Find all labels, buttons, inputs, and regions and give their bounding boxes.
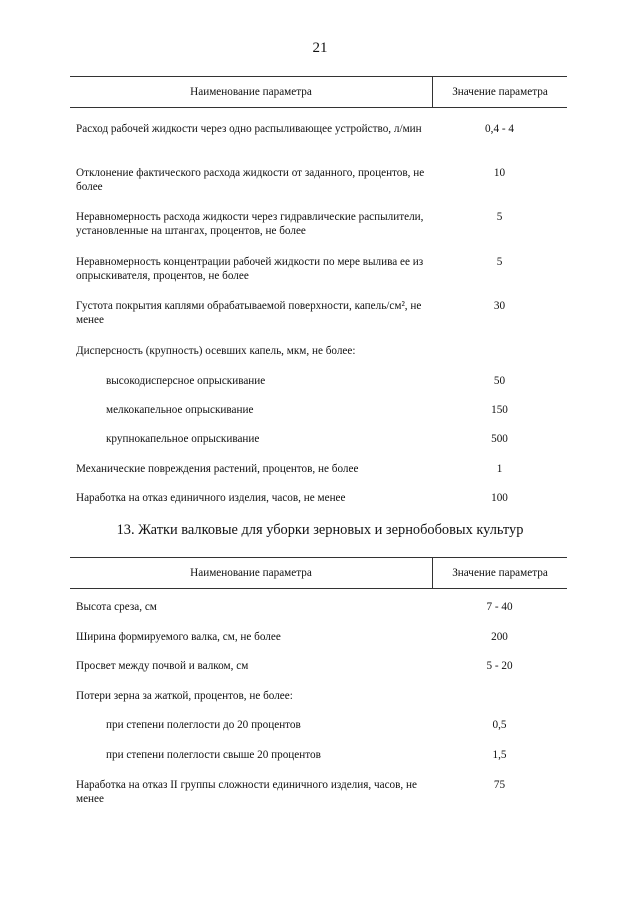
param-name: Отклонение фактического расхода жидкости от заданного, процентов, не более: [76, 167, 425, 193]
page-number: 21: [312, 40, 328, 56]
param-value: 150: [491, 404, 508, 416]
param-name: Ширина формируемого валка, см, не более: [76, 631, 281, 643]
param-name: Неравномерность концентрации рабочей жидкости по мере вылива ее из опрыскивателя, процентов, не более: [76, 256, 424, 282]
param-value: 0,4 - 4: [485, 123, 514, 135]
param-name: Высота среза, см: [76, 601, 157, 613]
param-value: 100: [491, 492, 508, 504]
param-name: при степени полеглости до 20 процентов: [106, 719, 301, 731]
header-value: Значение параметра: [452, 567, 548, 579]
param-name: Просвет между почвой и валком, см: [76, 660, 249, 672]
param-value: 500: [491, 433, 508, 445]
parameters-table-2: [70, 557, 567, 805]
param-name: крупнокапельное опрыскивание: [106, 433, 260, 445]
param-name: Потери зерна за жаткой, процентов, не более:: [76, 690, 293, 702]
param-value: 1: [496, 463, 503, 475]
param-name: Механические повреждения растений, процентов, не более: [76, 463, 359, 475]
header-value: Значение параметра: [452, 86, 548, 98]
param-value: 5: [496, 256, 503, 268]
param-value: 200: [491, 631, 508, 643]
param-value: 30: [493, 300, 506, 312]
param-name: при степени полеглости свыше 20 процентов: [106, 749, 321, 761]
header-name: Наименование параметра: [70, 558, 433, 588]
param-value: 75: [493, 779, 506, 791]
param-name: Наработка на отказ II группы сложности единичного изделия, часов, не менее: [76, 779, 417, 805]
param-value: 0,5: [492, 719, 507, 731]
param-name: Дисперсность (крупность) осевших капель, мкм, не более:: [76, 345, 356, 357]
header-name: Наименование параметра: [70, 77, 433, 107]
param-name: мелкокапельное опрыскивание: [106, 404, 254, 416]
table-header: [70, 557, 567, 589]
param-value: 7 - 40: [486, 601, 513, 613]
parameters-table-1: [70, 76, 567, 504]
param-name: Густота покрытия каплями обрабатываемой поверхности, капель/см², не менее: [76, 300, 422, 326]
param-value: 1,5: [492, 749, 507, 761]
section-title: 13. Жатки валковые для уборки зерновых и зернобобовых культур: [116, 522, 524, 538]
param-value: 50: [493, 375, 506, 387]
param-name: Наработка на отказ единичного изделия, часов, не менее: [76, 492, 346, 504]
param-name: Расход рабочей жидкости через одно распыливающее устройство, л/мин: [76, 123, 422, 135]
param-value: 5: [496, 211, 503, 223]
param-value: 10: [493, 167, 506, 179]
param-value: 5 - 20: [486, 660, 513, 672]
param-name: Неравномерность расхода жидкости через гидравлические распылители, установленные на штангах, процентов, не более: [76, 211, 424, 237]
param-name: высокодисперсное опрыскивание: [106, 375, 266, 387]
table-header: [70, 76, 567, 108]
